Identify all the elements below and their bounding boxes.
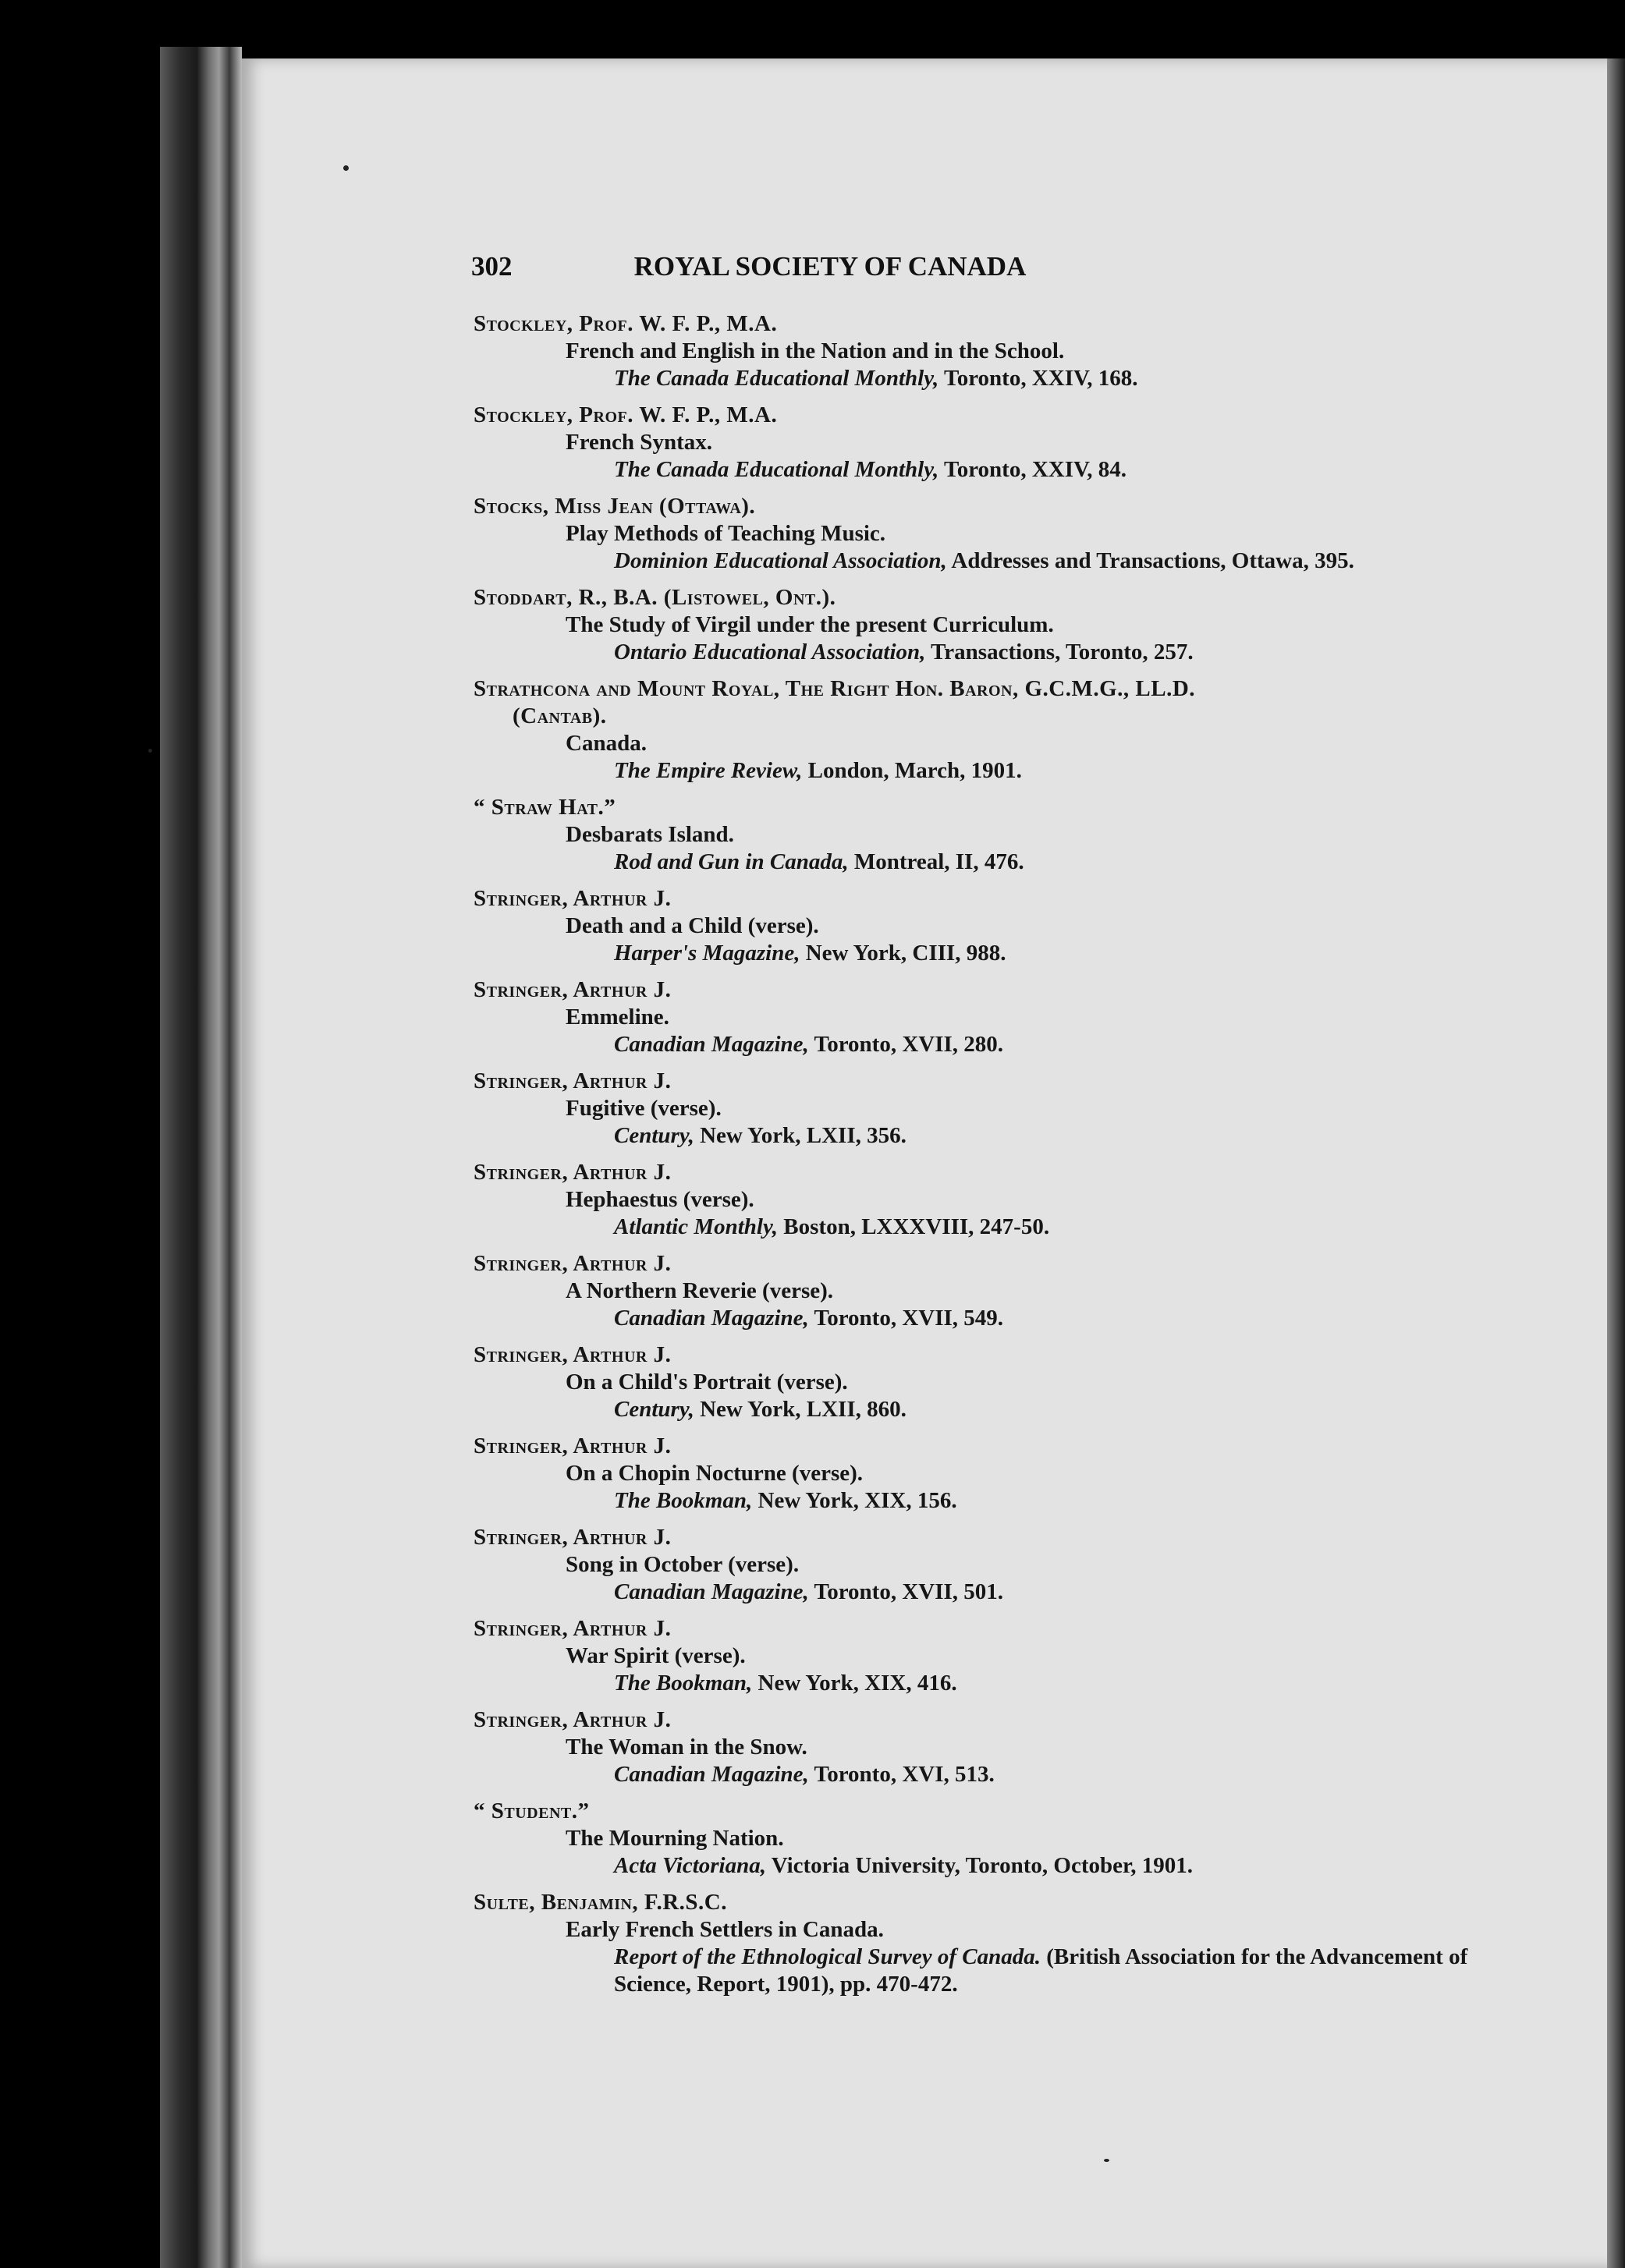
entry-title: Death and a Child (verse). [566,913,819,938]
entry-title: French Syntax. [566,430,712,455]
entry-title: Song in October (verse). [566,1552,800,1577]
bibliography-entry [474,976,1488,1058]
entry-source [474,365,1488,392]
bibliography-entry [474,1615,1488,1697]
entry-publication: Acta Victoriana, [614,1853,766,1878]
entry-publication: The Canada Educational Monthly, [614,366,939,391]
entry-publication: The Bookman, [614,1671,753,1696]
entry-details: Toronto, XXIV, 168. [938,366,1138,391]
entry-source [474,1579,1488,1606]
bibliography-list [474,310,1488,2008]
bibliography-entry [474,493,1488,575]
entry-publication: Ontario Educational Association, [614,640,926,664]
scan-speck [1104,2159,1109,2162]
entry-source [474,1761,1488,1788]
scan-speck [148,749,152,753]
entry-source [474,1305,1488,1332]
entry-details: New York, CIII, 988. [800,941,1006,966]
bibliography-entry [474,675,1488,785]
entry-title: Desbarats Island. [566,822,734,847]
entry-author: “ Straw Hat.” [474,795,616,820]
entry-author: Stringer, Arthur J. [474,886,672,911]
entry-publication: Canadian Magazine, [614,1306,809,1331]
entry-source [474,1944,1488,1998]
bibliography-entry [474,1159,1488,1241]
entry-source [474,757,1488,785]
entry-details: Toronto, XVII, 280. [808,1032,1004,1057]
entry-author: Stringer, Arthur J. [474,1707,672,1732]
entry-source [474,1852,1488,1880]
page-header [471,251,1189,290]
bibliography-entry [474,1706,1488,1788]
entry-author: Sulte, Benjamin, F.R.S.C. [474,1890,727,1915]
entry-author: Stringer, Arthur J. [474,1525,672,1550]
entry-title: Hephaestus (verse). [566,1187,754,1212]
page-number: 302 [471,251,513,282]
bibliography-entry [474,310,1488,392]
entry-author: Stringer, Arthur J. [474,1433,672,1458]
bibliography-entry [474,402,1488,484]
entry-details: Toronto, XVI, 513. [808,1762,995,1787]
entry-title: Early French Settlers in Canada. [566,1917,884,1942]
bibliography-entry [474,1341,1488,1423]
entry-details: Victoria University, Toronto, October, 1901. [765,1853,1193,1878]
entry-source [474,940,1488,967]
entry-author: Stringer, Arthur J. [474,1342,672,1367]
bibliography-entry [474,1524,1488,1606]
bibliography-entry [474,1798,1488,1880]
entry-title: On a Chopin Nocturne (verse). [566,1461,864,1486]
entry-details: London, March, 1901. [802,758,1022,783]
entry-author: Stringer, Arthur J. [474,1160,672,1185]
entry-details: Toronto, XVII, 549. [808,1306,1004,1331]
entry-publication: Rod and Gun in Canada, [614,849,849,874]
entry-publication: Century, [614,1397,694,1422]
entry-publication: Canadian Magazine, [614,1579,809,1604]
entry-title: The Mourning Nation. [566,1826,784,1851]
entry-author: Stringer, Arthur J. [474,977,672,1002]
entry-author: Stocks, Miss Jean (Ottawa). [474,494,756,519]
entry-publication: Dominion Educational Association, [614,548,947,573]
entry-author: Stringer, Arthur J. [474,1251,672,1276]
entry-author: “ Student.” [474,1798,590,1823]
entry-author: Stockley, Prof. W. F. P., M.A. [474,311,778,336]
entry-source [474,1031,1488,1058]
entry-details: Transactions, Toronto, 257. [925,640,1194,664]
entry-publication: The Bookman, [614,1488,753,1513]
entry-details: (British Association for the Advancement of Science, Report, 1901), pp. 470-472. [614,1944,1468,1997]
entry-source [474,1670,1488,1697]
entry-title: Play Methods of Teaching Music. [566,521,886,546]
entry-title: A Northern Reverie (verse). [566,1278,834,1303]
entry-publication: The Canada Educational Monthly, [614,457,939,482]
entry-source [474,849,1488,876]
entry-title: Emmeline. [566,1005,669,1029]
entry-author: Stringer, Arthur J. [474,1068,672,1093]
entry-publication: Canadian Magazine, [614,1762,809,1787]
running-title: ROYAL SOCIETY OF CANADA [633,251,1027,282]
entry-author: Stoddart, R., B.A. (Listowel, Ont.). [474,585,836,610]
bibliography-entry [474,1889,1488,1998]
entry-title: The Study of Virgil under the present Curriculum. [566,612,1054,637]
entry-source [474,1487,1488,1515]
entry-source [474,1396,1488,1423]
entry-title: War Spirit (verse). [566,1643,746,1668]
entry-publication: Canadian Magazine, [614,1032,809,1057]
scan-speck [343,165,349,171]
entry-publication: Century, [614,1123,694,1148]
bibliography-entry [474,584,1488,666]
entry-source [474,456,1488,484]
entry-author: Stringer, Arthur J. [474,1616,672,1641]
entry-publication: Atlantic Monthly, [614,1214,779,1239]
bibliography-entry [474,1433,1488,1515]
entry-author-continued: (Cantab). [513,703,607,728]
entry-source [474,548,1488,575]
entry-author: Stockley, Prof. W. F. P., M.A. [474,402,778,427]
bibliography-entry [474,1068,1488,1150]
entry-details: Montreal, II, 476. [848,849,1024,874]
entry-publication: Report of the Ethnological Survey of Canada. [614,1944,1041,1969]
bibliography-entry [474,1250,1488,1332]
page-edge [1607,58,1625,2268]
entry-details: Boston, LXXXVIII, 247-50. [778,1214,1050,1239]
entry-title: The Woman in the Snow. [566,1735,807,1759]
entry-publication: The Empire Review, [614,758,803,783]
bibliography-entry [474,794,1488,876]
entry-details: New York, LXII, 860. [694,1397,907,1422]
entry-details: Toronto, XXIV, 84. [938,457,1127,482]
entry-source [474,1122,1488,1150]
entry-source [474,1214,1488,1241]
entry-source [474,639,1488,666]
entry-title: Canada. [566,731,647,756]
entry-details: Toronto, XVII, 501. [808,1579,1004,1604]
entry-details: New York, XIX, 156. [752,1488,957,1513]
entry-details: New York, LXII, 356. [694,1123,907,1148]
entry-publication: Harper's Magazine, [614,941,800,966]
entry-details: Addresses and Transactions, Ottawa, 395. [946,548,1354,573]
entry-title: Fugitive (verse). [566,1096,722,1121]
entry-author: Strathcona and Mount Royal, The Right Hon. Baron, G.C.M.G., LL.D. [474,676,1196,701]
entry-title: French and English in the Nation and in the School. [566,338,1065,363]
bibliography-entry [474,885,1488,967]
entry-title: On a Child's Portrait (verse). [566,1370,848,1394]
entry-details: New York, XIX, 416. [752,1671,957,1696]
book-spine [160,47,242,2268]
